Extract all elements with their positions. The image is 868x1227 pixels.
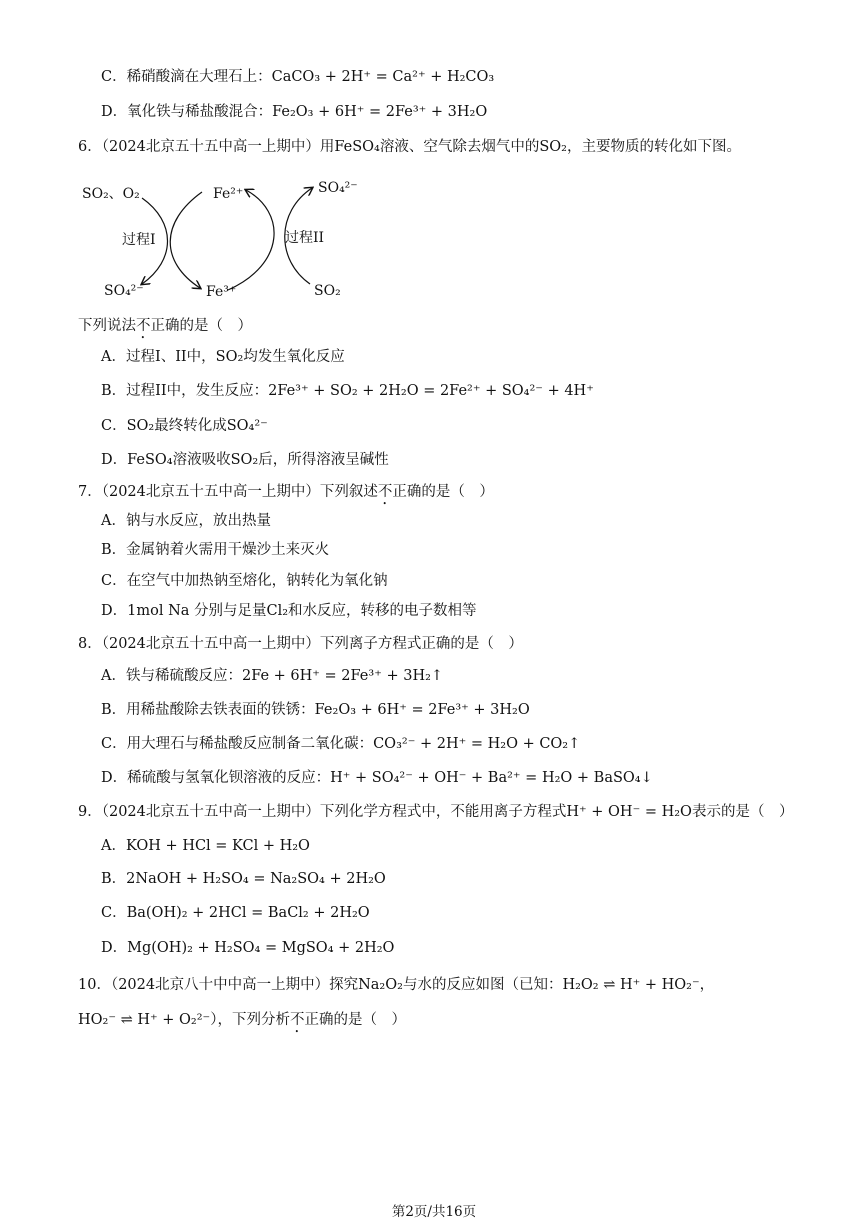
q10-emphasis: 不 [289, 1012, 305, 1028]
q9-stem: 9．（2024北京五十五中高一上期中）下列化学方程式中，不能用离子方程式H⁺ + OH⁻ = H₂O表示的是（ ） [78, 804, 794, 820]
q9-option-d: D．Mg(OH)₂ + H₂SO₄ = MgSO₄ + 2H₂O [101, 940, 395, 956]
q7-option-d: D．1mol Na 分别与足量Cl₂和水反应，转移的电子数相等 [101, 603, 477, 619]
diagram-fe2: Fe²⁺ [213, 186, 244, 202]
q8-stem: 8．（2024北京五十五中高一上期中）下列离子方程式正确的是（ ） [78, 636, 523, 652]
q8-option-d: D．稀硫酸与氢氧化钡溶液的反应：H⁺ + SO₄²⁻ + OH⁻ + Ba²⁺ = H₂O + BaSO₄↓ [101, 770, 653, 786]
q10-post: 正确的是（ ） [304, 1012, 406, 1028]
q6-prompt [78, 316, 252, 342]
diagram-so4-bottom: SO₄²⁻ [104, 283, 144, 299]
q6-prompt-emphasis: 不 [136, 318, 151, 334]
page-footer: 第2页/共16页 [391, 1204, 477, 1220]
q5-option-c: C．稀硝酸滴在大理石上：CaCO₃ + 2H⁺ = Ca²⁺ + H₂CO₃ [101, 69, 495, 85]
q7-pre: 7．（2024北京五十五中高一上期中）下列叙述 [78, 484, 378, 500]
diagram-process-2: 过程II [285, 230, 325, 246]
q10-pre: HO₂⁻ ⇌ H⁺ + O₂²⁻），下列分析 [78, 1012, 290, 1028]
diagram-fe3: Fe³⁺ [206, 284, 237, 300]
q10-stem: 10．（2024北京八十中中高一上期中）探究Na₂O₂与水的反应如图（已知：H₂O₂ ⇌ H⁺ + HO₂⁻， [78, 977, 715, 993]
arc-right-inner [228, 190, 274, 290]
q6-option-c: C．SO₂最终转化成SO₄²⁻ [101, 418, 268, 434]
q8-option-b: B．用稀盐酸除去铁表面的铁锈：Fe₂O₃ + 6H⁺ = 2Fe³⁺ + 3H₂O [101, 702, 530, 718]
arc-left-inner [170, 192, 202, 288]
q6-option-d: D．FeSO₄溶液吸收SO₂后，所得溶液呈碱性 [101, 452, 389, 468]
q5-option-d: D．氧化铁与稀盐酸混合：Fe₂O₃ + 6H⁺ = 2Fe³⁺ + 3H₂O [101, 104, 488, 120]
q6-option-b: B．过程II中，发生反应：2Fe³⁺ + SO₂ + 2H₂O = 2Fe²⁺ + SO₄²⁻ + 4H⁺ [101, 383, 594, 399]
diagram-process-1: 过程I [122, 232, 156, 248]
q7-option-c: C．在空气中加热钠至熔化，钠转化为氧化钠 [101, 573, 388, 589]
q9-option-b: B．2NaOH + H₂SO₄ = Na₂SO₄ + 2H₂O [101, 871, 386, 887]
q8-option-a: A．铁与稀硫酸反应：2Fe + 6H⁺ = 2Fe³⁺ + 3H₂↑ [101, 668, 444, 684]
q8-option-c: C．用大理石与稀盐酸反应制备二氧化碳：CO₃²⁻ + 2H⁺ = H₂O + CO₂↑ [101, 736, 581, 752]
q7-stem [78, 482, 494, 508]
q10-stem-line2 [78, 1010, 406, 1036]
q6-option-a: A．过程I、II中，SO₂均发生氧化反应 [101, 349, 345, 365]
q6-prompt-post: 正确的是（ ） [150, 318, 252, 334]
diagram-so4-top: SO₄²⁻ [318, 180, 358, 196]
diagram-so2-bottom: SO₂ [314, 283, 341, 299]
q9-option-c: C．Ba(OH)₂ + 2HCl = BaCl₂ + 2H₂O [101, 905, 370, 921]
q7-post: 正确的是（ ） [392, 484, 494, 500]
q9-option-a: A．KOH + HCl = KCl + H₂O [101, 838, 310, 854]
q7-emphasis: 不 [377, 484, 393, 500]
q7-option-a: A．钠与水反应，放出热量 [101, 513, 271, 529]
q6-stem: 6．（2024北京五十五中高一上期中）用FeSO₄溶液、空气除去烟气中的SO₂，主要物质的转化如下图。 [78, 139, 741, 155]
diagram-so2-o2: SO₂、O₂ [82, 186, 140, 202]
q6-prompt-pre: 下列说法 [78, 318, 136, 334]
conversion-diagram [78, 172, 368, 307]
q7-option-b: B．金属钠着火需用干燥沙土来灭火 [101, 542, 330, 558]
